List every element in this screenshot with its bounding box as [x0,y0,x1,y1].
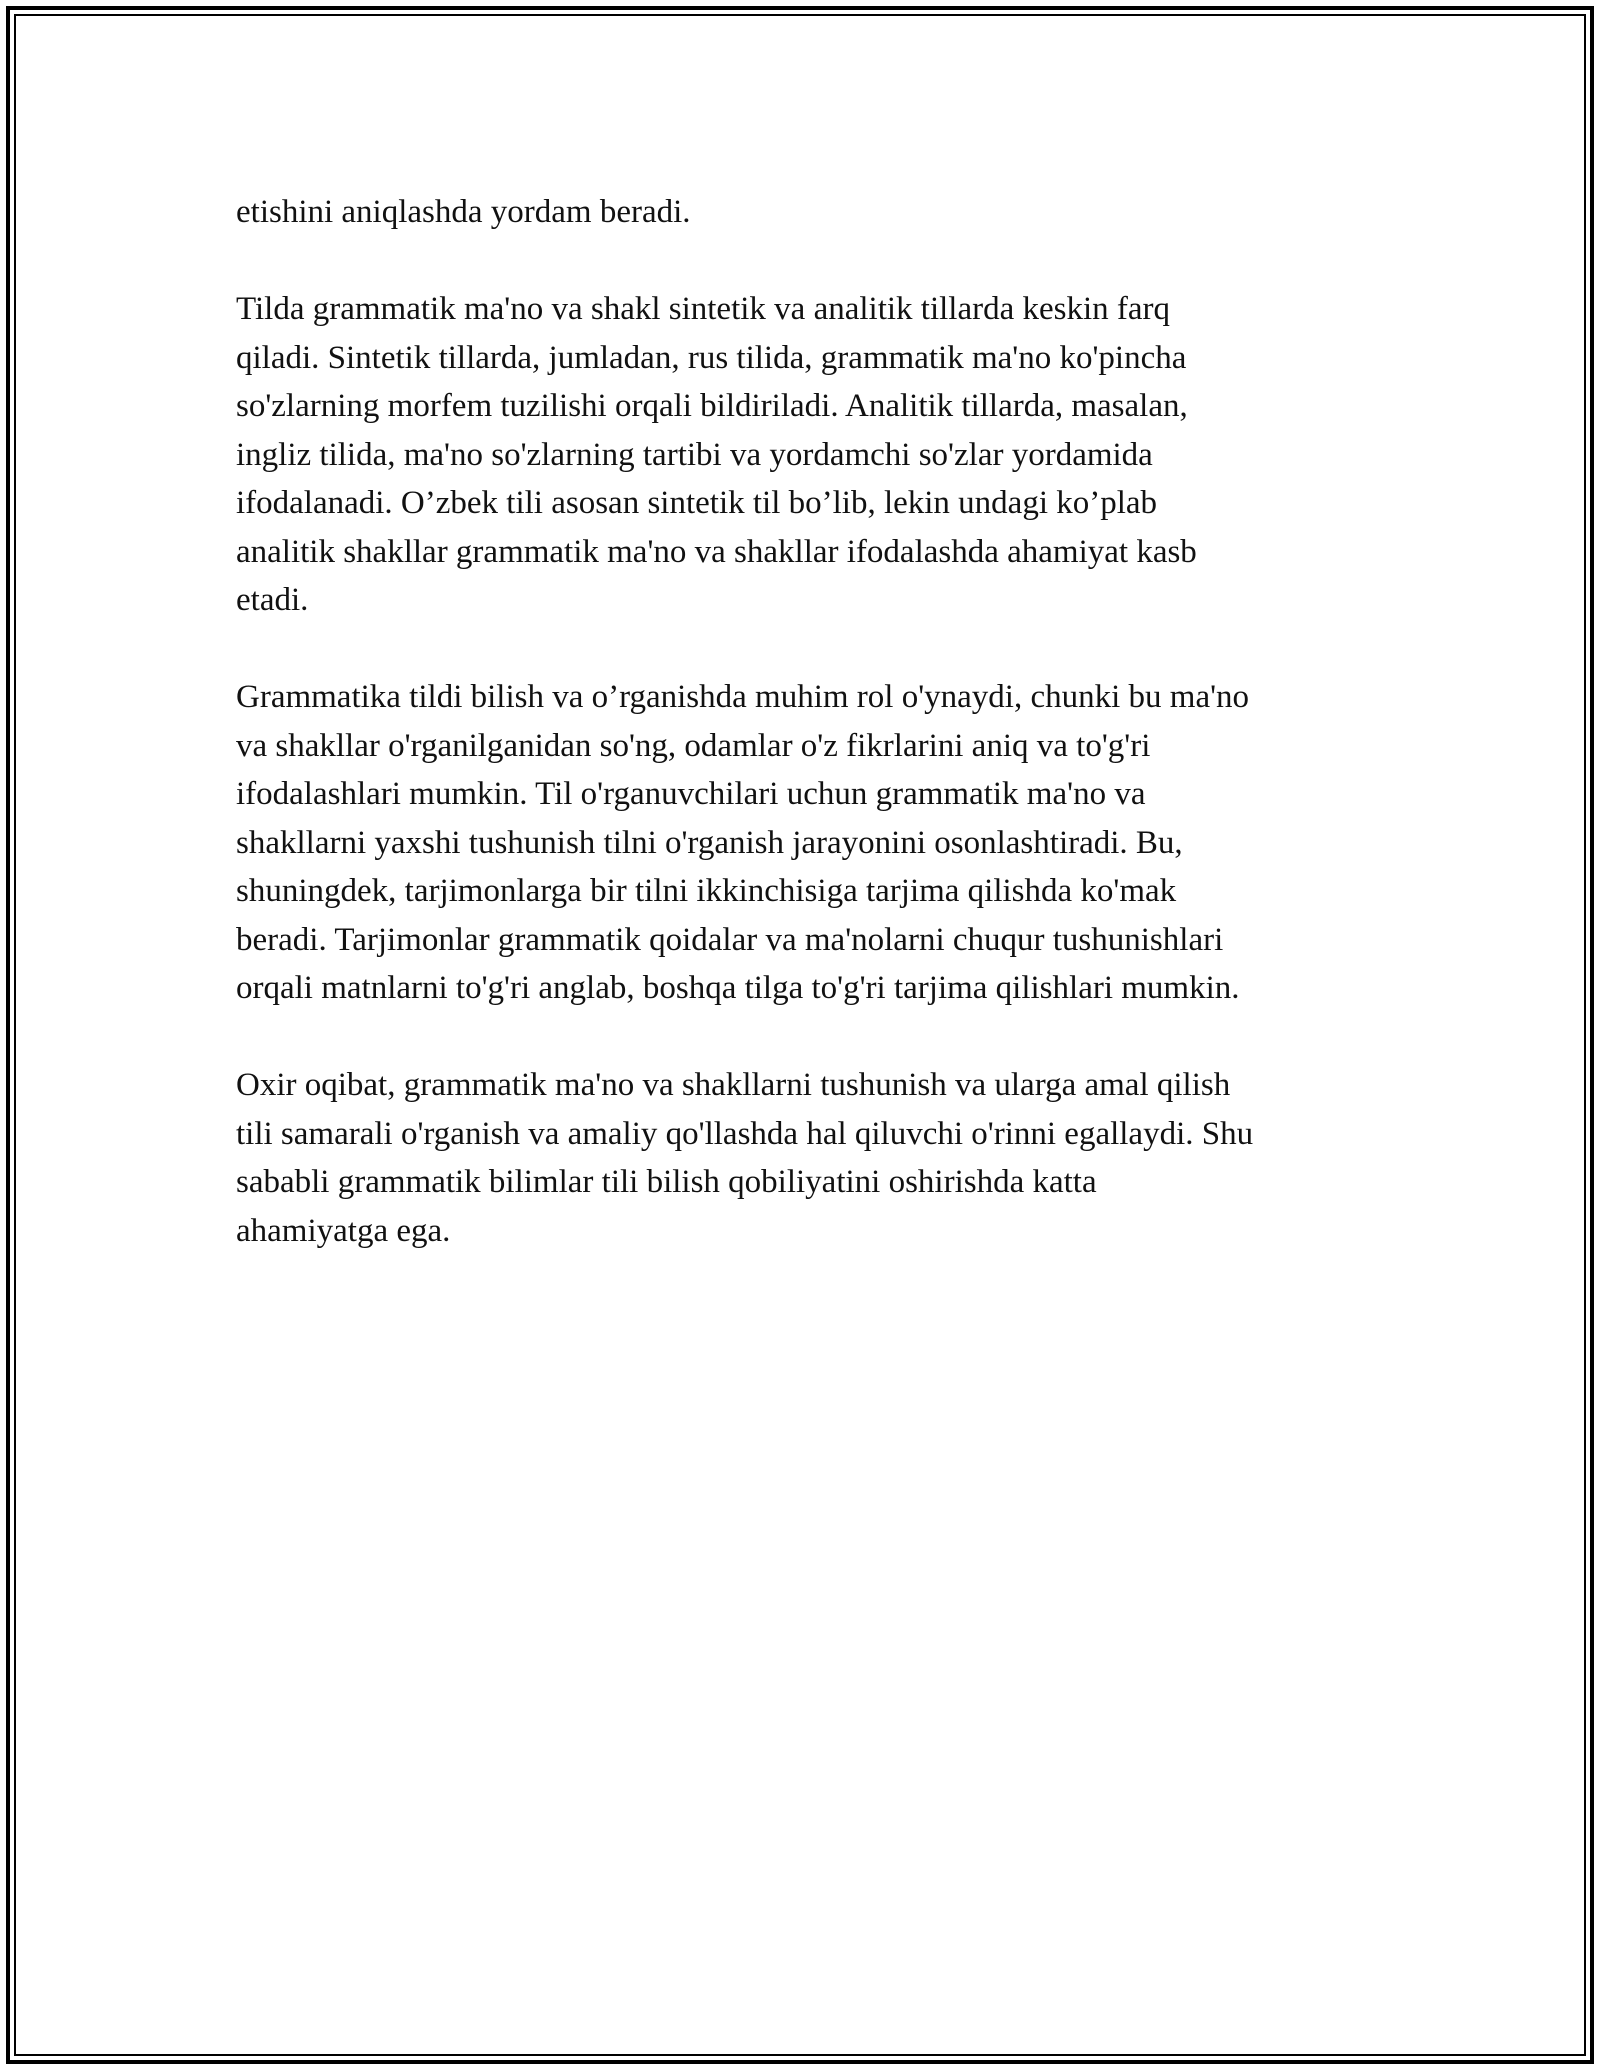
text-line: shuningdek, tarjimonlarga bir tilni ikkinchisiga tarjima qilishda ko'mak [236,873,1177,909]
paragraph-2 [236,285,1376,625]
text-line: orqali matnlarni to'g'ri anglab, boshqa tilga to'g'ri tarjima qilishlari mumkin. [236,970,1240,1006]
paragraph-1 [236,188,1376,237]
text-line: so'zlarning morfem tuzilishi orqali bildiriladi. Analitik tillarda, masalan, [236,388,1188,424]
text-line: qiladi. Sintetik tillarda, jumladan, rus tilida, grammatik ma'no ko'pincha [236,339,1187,376]
text-line: Oxir oqibat, grammatik ma'no va shakllarni tushunish va ularga amal qilish [236,1067,1231,1103]
text-line: sababli grammatik bilimlar tili bilish qobiliyatini oshirishda katta [236,1164,1097,1200]
text-line: Tilda grammatik ma'no va shakl sintetik va analitik tillarda keskin farq [236,291,1171,327]
text-line: ifodalanadi. O’zbek tili asosan sintetik til bo’lib, lekin undagi ko’plab [236,485,1158,521]
text-line: shakllarni yaxshi tushunish tilni o'rganish jarayonini osonlashtiradi. Bu, [236,824,1183,861]
text-line: etishini aniqlashda yordam beradi. [236,194,691,230]
text-line: tili samarali o'rganish va amaliy qo'llashda hal qiluvchi o'rinni egallaydi. Shu [236,1115,1254,1152]
text-line: ifodalashlari mumkin. Til o'rganuvchilari uchun grammatik ma'no va [236,776,1146,812]
text-line: Grammatika tildi bilish va o’rganishda muhim rol o'ynaydi, chunki bu ma'no [236,679,1250,715]
text-line: va shakllar o'rganilganidan so'ng, odamlar o'z fikrlarini aniq va to'g'ri [236,727,1151,764]
text-line: beradi. Tarjimonlar grammatik qoidalar va ma'nolarni chuqur tushunishlari [236,921,1224,958]
text-line: analitik shakllar grammatik ma'no va shakllar ifodalashda ahamiyat kasb [236,533,1197,570]
text-line: ahamiyatga ega. [236,1212,451,1249]
document-body [236,188,1376,1304]
paragraph-4 [236,1061,1376,1255]
text-line: etadi. [236,582,309,618]
text-line: ingliz tilida, ma'no so'zlarning tartibi va yordamchi so'zlar yordamida [236,436,1153,473]
paragraph-3 [236,673,1376,1013]
